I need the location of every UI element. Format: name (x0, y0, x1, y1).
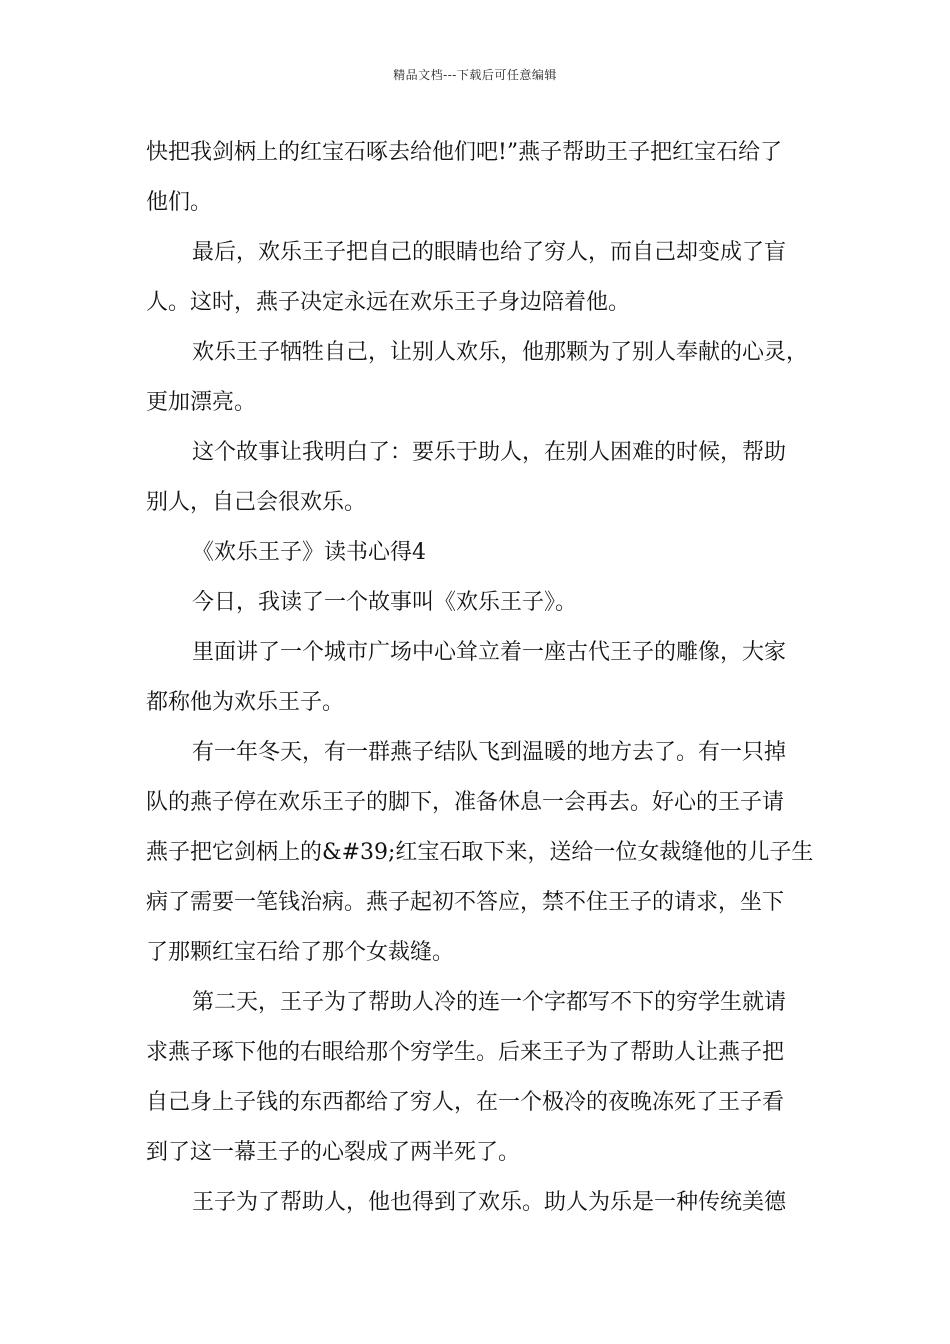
text-line: 别人，自己会很欢乐。 (146, 490, 367, 515)
text-line: 第二天，王子为了帮助人冷的连一个字都写不下的穷学生就请 (192, 990, 787, 1015)
text-line: 今日，我读了一个故事叫《欢乐王子》。 (192, 590, 578, 615)
text-line: 最后，欢乐王子把自己的眼睛也给了穷人，而自己却变成了盲 (192, 240, 787, 265)
text-line: 病了需要一笔钱治病。燕子起初不答应，禁不住王子的请求，坐下 (146, 890, 785, 915)
text-line: 快把我剑柄上的红宝石啄去给他们吧!”燕子帮助王子把红宝石给了 (146, 140, 783, 165)
text-line: 了那颗红宝石给了那个女裁缝。 (146, 940, 455, 965)
text-line: 都称他为欢乐王子。 (146, 690, 345, 715)
text-line: 王子为了帮助人，他也得到了欢乐。助人为乐是一种传统美德 (192, 1190, 787, 1215)
text-line: 到了这一幕王子的心裂成了两半死了。 (146, 1140, 521, 1165)
text-line: 这个故事让我明白了：要乐于助人，在别人困难的时候，帮助 (192, 440, 787, 465)
text-line: 欢乐王子牺牲自己，让别人欢乐，他那颗为了别人奉献的心灵， (192, 340, 809, 365)
text-line: 他们。 (146, 190, 213, 215)
text-line: 队的燕子停在欢乐王子的脚下，准备休息一会再去。好心的王子请 (146, 790, 785, 815)
page-header: 精品文档---下载后可任意编辑 (393, 68, 557, 82)
text-line: 自己身上子钱的东西都给了穷人，在一个极冷的夜晚冻死了王子看 (146, 1090, 785, 1115)
text-line: 人。这时，燕子决定永远在欢乐王子身边陪着他。 (146, 290, 631, 315)
text-line: 里面讲了一个城市广场中心耸立着一座古代王子的雕像，大家 (192, 640, 787, 665)
text-line: 更加漂亮。 (146, 390, 257, 415)
document-body (146, 128, 814, 1228)
text-line: 求燕子琢下他的右眼给那个穷学生。后来王子为了帮助人让燕子把 (146, 1040, 785, 1065)
text-line: 燕子把它剑柄上的&#39;红宝石取下来，送给一位女裁缝他的儿子生 (146, 840, 814, 865)
text-line: 有一年冬天，有一群燕子结队飞到温暖的地方去了。有一只掉 (192, 740, 787, 765)
text-line: 《欢乐王子》读书心得4 (192, 540, 426, 565)
